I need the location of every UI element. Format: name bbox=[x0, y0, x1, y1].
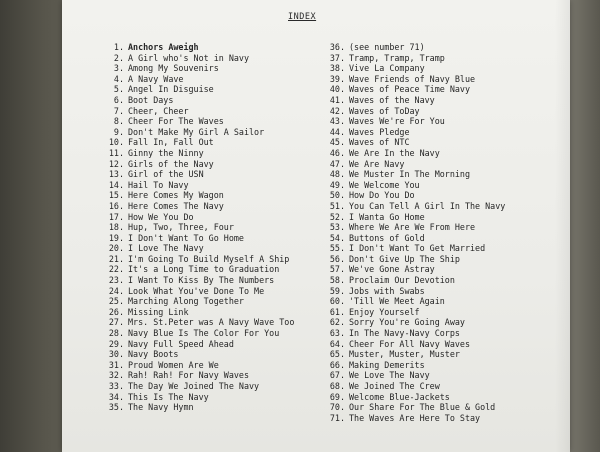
entry-number: 18. bbox=[108, 222, 124, 233]
entry-number: 70. bbox=[329, 402, 345, 413]
entry-title: Waves Pledge bbox=[349, 126, 410, 137]
entry-title: Enjoy Yourself bbox=[349, 306, 420, 317]
entry-number: 46. bbox=[329, 147, 345, 158]
index-entry bbox=[325, 254, 505, 265]
entry-title: Waves of NTC bbox=[349, 137, 410, 148]
entry-number: 65. bbox=[329, 349, 345, 360]
entry-title: Hup, Two, Three, Four bbox=[128, 222, 234, 233]
index-entry bbox=[325, 42, 505, 53]
index-entry bbox=[98, 349, 294, 360]
index-entry bbox=[325, 190, 505, 201]
index-entry bbox=[325, 137, 505, 148]
entry-title: Waves of ToDay bbox=[349, 105, 420, 116]
entry-title: Jobs with Swabs bbox=[349, 285, 425, 296]
index-entry bbox=[325, 63, 505, 74]
entry-title: Angel In Disguise bbox=[128, 84, 214, 95]
index-entry bbox=[98, 243, 294, 254]
entry-number: 49. bbox=[329, 179, 345, 190]
entry-number: 19. bbox=[108, 232, 124, 243]
index-entry bbox=[325, 127, 505, 138]
entry-title: Muster, Muster, Muster bbox=[349, 349, 460, 360]
entry-title: Don't Give Up The Ship bbox=[349, 253, 460, 264]
entry-number: 16. bbox=[108, 200, 124, 211]
entry-number: 59. bbox=[329, 285, 345, 296]
entry-title: (see number 71) bbox=[349, 42, 425, 52]
entry-number: 45. bbox=[329, 137, 345, 148]
entry-number: 33. bbox=[108, 381, 124, 391]
entry-number: 68. bbox=[329, 381, 345, 391]
entry-number: 67. bbox=[329, 370, 345, 381]
index-entry bbox=[325, 169, 505, 180]
entry-title: Mrs. St.Peter was A Navy Wave Too bbox=[128, 317, 295, 328]
entry-title: Here Comes The Navy bbox=[128, 200, 224, 211]
entry-title: The Navy Hymn bbox=[128, 402, 194, 413]
index-entry bbox=[325, 370, 505, 381]
index-entry bbox=[98, 169, 294, 180]
entry-title: I Love The Navy bbox=[128, 243, 204, 254]
entry-number: 35. bbox=[108, 402, 124, 413]
entry-number: 4. bbox=[113, 73, 124, 84]
index-entry bbox=[325, 180, 505, 191]
entry-title: In The Navy-Navy Corps bbox=[349, 328, 460, 339]
entry-title: How We You Do bbox=[128, 211, 194, 222]
entry-title: A Girl who's Not in Navy bbox=[128, 52, 250, 63]
entry-number: 13. bbox=[108, 169, 124, 180]
entry-number: 44. bbox=[329, 126, 345, 137]
index-entry bbox=[325, 392, 505, 403]
entry-number: 20. bbox=[108, 243, 124, 254]
entry-number: 63. bbox=[329, 328, 345, 339]
index-entry bbox=[98, 392, 294, 403]
index-entry bbox=[98, 328, 294, 339]
entry-number: 47. bbox=[329, 158, 345, 169]
entry-title: Making Demerits bbox=[349, 359, 425, 370]
entry-title: Navy Blue Is The Color For You bbox=[128, 328, 280, 339]
index-entry bbox=[98, 106, 294, 117]
index-entry bbox=[325, 328, 505, 339]
entry-number: 38. bbox=[329, 63, 345, 74]
index-entry bbox=[325, 212, 505, 223]
entry-title: Waves of the Navy bbox=[349, 94, 435, 105]
entry-number: 21. bbox=[108, 253, 124, 264]
desk-background-left bbox=[0, 0, 62, 452]
index-entry bbox=[325, 296, 505, 307]
index-entry bbox=[325, 53, 505, 64]
index-entry bbox=[98, 116, 294, 127]
index-entry bbox=[325, 233, 505, 244]
entry-number: 62. bbox=[329, 317, 345, 328]
entry-number: 12. bbox=[108, 158, 124, 169]
index-column-left bbox=[98, 42, 294, 413]
entry-number: 6. bbox=[113, 94, 124, 105]
index-entry bbox=[325, 264, 505, 275]
index-entry bbox=[325, 413, 505, 424]
index-entry bbox=[98, 317, 294, 328]
entry-title: Where We Are We From Here bbox=[349, 222, 476, 233]
index-entry bbox=[325, 148, 505, 159]
entry-title: I Want To Kiss By The Numbers bbox=[128, 275, 275, 286]
entry-title: We Are Navy bbox=[349, 158, 405, 169]
index-entry bbox=[98, 254, 294, 265]
entry-number: 26. bbox=[108, 306, 124, 317]
entry-title: Proclaim Our Devotion bbox=[349, 275, 455, 286]
index-entry bbox=[325, 349, 505, 360]
entry-number: 66. bbox=[329, 359, 345, 370]
entry-title: Welcome Blue-Jackets bbox=[349, 391, 450, 402]
entry-title: We Joined The Crew bbox=[349, 381, 440, 391]
entry-number: 15. bbox=[108, 190, 124, 201]
index-entry bbox=[325, 95, 505, 106]
index-entry bbox=[98, 95, 294, 106]
index-entry bbox=[325, 222, 505, 233]
index-entry bbox=[98, 63, 294, 74]
entry-number: 69. bbox=[329, 391, 345, 402]
entry-number: 27. bbox=[108, 317, 124, 328]
entry-title: The Day We Joined The Navy bbox=[128, 381, 260, 391]
entry-number: 22. bbox=[108, 264, 124, 275]
entry-number: 28. bbox=[108, 328, 124, 339]
entry-title: We Are In the Navy bbox=[349, 147, 440, 158]
entry-title: Tramp, Tramp, Tramp bbox=[349, 52, 445, 63]
entry-title: Among My Souvenirs bbox=[128, 63, 219, 74]
entry-title: Marching Along Together bbox=[128, 296, 244, 307]
entry-title: I'm Going To Build Myself A Ship bbox=[128, 253, 290, 264]
index-entry bbox=[98, 127, 294, 138]
entry-title: Our Share For The Blue & Gold bbox=[349, 402, 496, 413]
index-entry bbox=[98, 296, 294, 307]
index-entry bbox=[98, 402, 294, 413]
entry-title: Look What You've Done To Me bbox=[128, 285, 265, 296]
entry-number: 71. bbox=[329, 412, 345, 423]
index-entry bbox=[98, 212, 294, 223]
entry-title: A Navy Wave bbox=[128, 73, 184, 84]
entry-title: Fall In, Fall Out bbox=[128, 137, 214, 148]
entry-title: We Muster In The Morning bbox=[349, 169, 471, 180]
entry-number: 55. bbox=[329, 243, 345, 254]
entry-title: Don't Make My Girl A Sailor bbox=[128, 126, 265, 137]
entry-title: Vive La Company bbox=[349, 63, 425, 74]
entry-number: 51. bbox=[329, 200, 345, 211]
entry-number: 53. bbox=[329, 222, 345, 233]
entry-title: This Is The Navy bbox=[128, 391, 209, 402]
entry-title: Cheer For The Waves bbox=[128, 116, 224, 127]
entry-number: 54. bbox=[329, 232, 345, 243]
entry-number: 39. bbox=[329, 73, 345, 84]
entry-number: 29. bbox=[108, 338, 124, 349]
index-column-right bbox=[325, 42, 505, 423]
entry-title: Missing Link bbox=[128, 306, 189, 317]
entry-number: 24. bbox=[108, 285, 124, 296]
entry-title: We've Gone Astray bbox=[349, 264, 435, 275]
index-entry bbox=[98, 42, 294, 53]
index-entry bbox=[98, 53, 294, 64]
entry-title: It's a Long Time to Graduation bbox=[128, 264, 280, 275]
index-entry bbox=[98, 275, 294, 286]
entry-number: 31. bbox=[108, 359, 124, 370]
entry-title: Rah! Rah! For Navy Waves bbox=[128, 370, 250, 381]
entry-number: 56. bbox=[329, 253, 345, 264]
entry-title: Waves We're For You bbox=[349, 116, 445, 127]
entry-number: 30. bbox=[108, 349, 124, 360]
entry-title: You Can Tell A Girl In The Navy bbox=[349, 200, 506, 211]
entry-number: 34. bbox=[108, 391, 124, 402]
index-entry bbox=[325, 84, 505, 95]
entry-title: Navy Boots bbox=[128, 349, 179, 360]
entry-number: 10. bbox=[108, 137, 124, 148]
index-entry bbox=[325, 381, 505, 392]
index-entry bbox=[325, 159, 505, 170]
entry-number: 25. bbox=[108, 296, 124, 307]
index-entry bbox=[325, 402, 505, 413]
desk-background-right bbox=[570, 0, 600, 452]
entry-title: Buttons of Gold bbox=[349, 232, 425, 243]
entry-number: 58. bbox=[329, 275, 345, 286]
entry-title: How Do You Do bbox=[349, 190, 415, 201]
index-entry bbox=[98, 339, 294, 350]
index-entry bbox=[325, 74, 505, 85]
entry-title: Ginny the Ninny bbox=[128, 147, 204, 158]
entry-title: Here Comes My Wagon bbox=[128, 190, 224, 201]
index-entry bbox=[98, 233, 294, 244]
index-entry bbox=[98, 180, 294, 191]
entry-number: 40. bbox=[329, 84, 345, 95]
entry-number: 23. bbox=[108, 275, 124, 286]
paper-edge-shadow bbox=[555, 0, 570, 452]
index-entry bbox=[98, 148, 294, 159]
entry-title: I Wanta Go Home bbox=[349, 211, 425, 222]
entry-number: 48. bbox=[329, 169, 345, 180]
entry-number: 52. bbox=[329, 211, 345, 222]
entry-number: 64. bbox=[329, 338, 345, 349]
entry-number: 37. bbox=[329, 52, 345, 63]
entry-number: 14. bbox=[108, 179, 124, 190]
index-entry bbox=[325, 360, 505, 371]
entry-title: Waves of Peace Time Navy bbox=[349, 84, 471, 95]
entry-title: Cheer, Cheer bbox=[128, 105, 189, 116]
entry-title: I Don't Want To Get Married bbox=[349, 243, 486, 254]
entry-title: Proud Women Are We bbox=[128, 359, 219, 370]
entry-number: 57. bbox=[329, 264, 345, 275]
entry-title: I Don't Want To Go Home bbox=[128, 232, 244, 243]
entry-number: 1. bbox=[113, 42, 124, 52]
index-entry bbox=[98, 307, 294, 318]
entry-title: Cheer For All Navy Waves bbox=[349, 338, 471, 349]
entry-number: 42. bbox=[329, 105, 345, 116]
index-entry bbox=[98, 137, 294, 148]
index-entry bbox=[325, 317, 505, 328]
index-entry bbox=[325, 307, 505, 318]
index-entry bbox=[98, 360, 294, 371]
index-entry bbox=[98, 84, 294, 95]
entry-title: Girl of the USN bbox=[128, 169, 204, 180]
index-entry bbox=[98, 381, 294, 392]
entry-title: 'Till We Meet Again bbox=[349, 296, 445, 307]
index-entry bbox=[325, 339, 505, 350]
entry-title: Boot Days bbox=[128, 94, 174, 105]
entry-title: Sorry You're Going Away bbox=[349, 317, 465, 328]
entry-number: 32. bbox=[108, 370, 124, 381]
index-entry bbox=[98, 74, 294, 85]
index-entry bbox=[98, 370, 294, 381]
entry-title: Hail To Navy bbox=[128, 179, 189, 190]
entry-title: Navy Full Speed Ahead bbox=[128, 338, 234, 349]
index-entry bbox=[98, 201, 294, 212]
entry-number: 7. bbox=[113, 105, 124, 116]
index-entry bbox=[325, 286, 505, 297]
entry-number: 9. bbox=[113, 126, 124, 137]
index-entry bbox=[325, 201, 505, 212]
entry-number: 41. bbox=[329, 94, 345, 105]
entry-number: 36. bbox=[329, 42, 345, 52]
index-entry bbox=[325, 116, 505, 127]
entry-number: 60. bbox=[329, 296, 345, 307]
page-title: INDEX bbox=[288, 12, 317, 22]
entry-number: 61. bbox=[329, 306, 345, 317]
entry-number: 8. bbox=[113, 116, 124, 127]
index-entry bbox=[98, 222, 294, 233]
entry-title: Anchors Aweigh bbox=[128, 42, 199, 52]
entry-number: 43. bbox=[329, 116, 345, 127]
entry-number: 2. bbox=[113, 52, 124, 63]
index-entry bbox=[98, 190, 294, 201]
entry-number: 3. bbox=[113, 63, 124, 74]
entry-title: The Waves Are Here To Stay bbox=[349, 412, 481, 423]
index-entry bbox=[325, 106, 505, 117]
entry-number: 17. bbox=[108, 211, 124, 222]
index-entry bbox=[98, 286, 294, 297]
index-entry bbox=[98, 264, 294, 275]
entry-number: 5. bbox=[113, 84, 124, 95]
entry-number: 50. bbox=[329, 190, 345, 201]
index-entry bbox=[98, 159, 294, 170]
entry-title: We Welcome You bbox=[349, 179, 420, 190]
index-entry bbox=[325, 275, 505, 286]
entry-title: Girls of the Navy bbox=[128, 158, 214, 169]
entry-number: 11. bbox=[108, 147, 124, 158]
entry-title: We Love The Navy bbox=[349, 370, 430, 381]
index-entry bbox=[325, 243, 505, 254]
entry-title: Wave Friends of Navy Blue bbox=[349, 73, 476, 84]
